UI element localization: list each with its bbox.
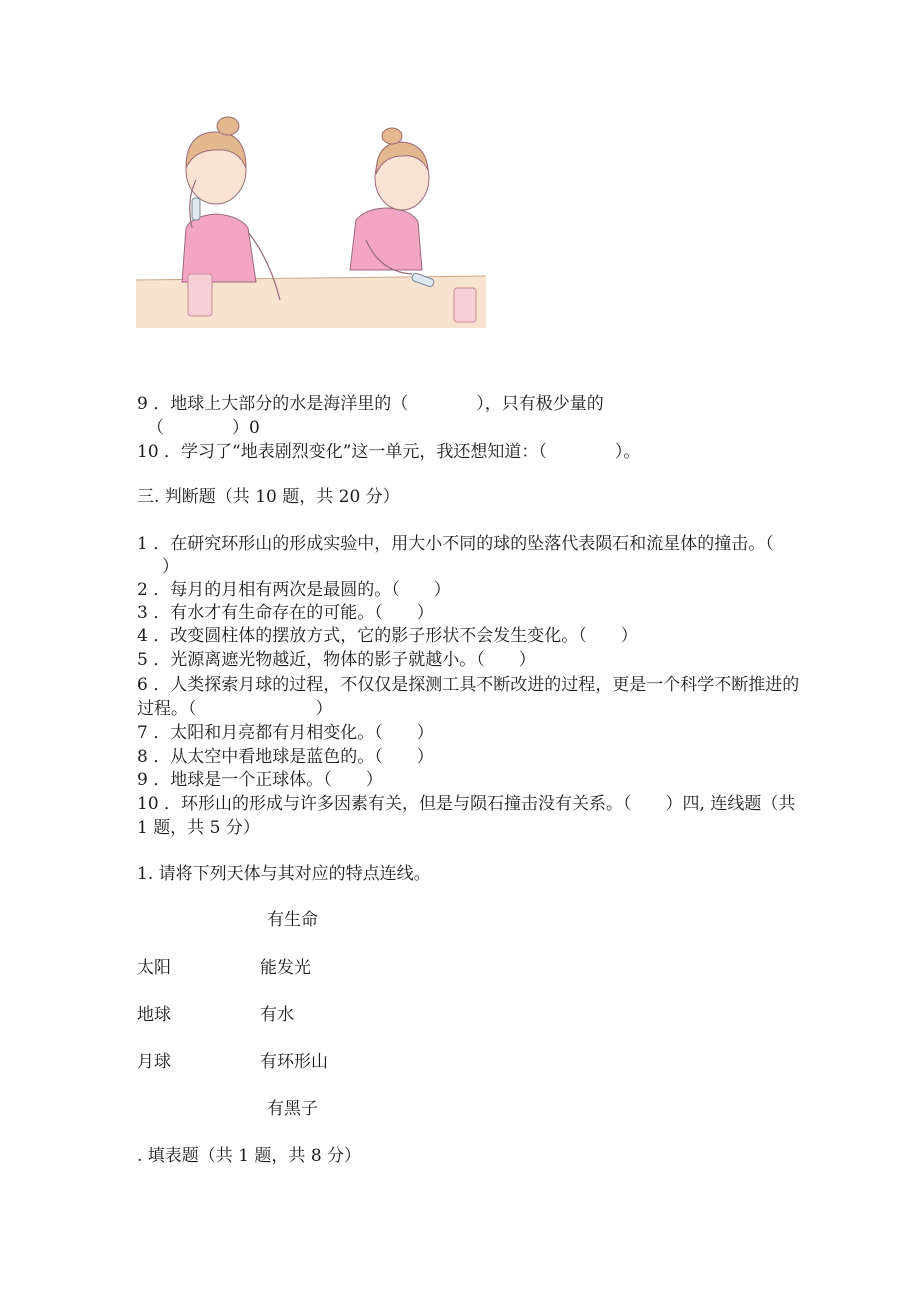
judge-item-3: 3 ．有水才有生命存在的可能。（ ） xyxy=(137,603,434,623)
matching-right-2: 能发光 xyxy=(260,958,311,978)
judge-item-2: 2 ．每月的月相有两次是最圆的。（ ） xyxy=(137,580,451,600)
judge-item-7: 7 ．太阳和月亮都有月相变化。（ ） xyxy=(137,723,434,743)
section-4-title-cont: 1 题，共 5 分） xyxy=(137,818,260,838)
section-3-title: 三. 判断题（共 10 题，共 20 分） xyxy=(137,487,400,507)
matching-right-5: 有黑子 xyxy=(267,1099,318,1119)
judge-item-6-cont: 过程。（ ） xyxy=(137,699,333,719)
matching-right-1: 有生命 xyxy=(267,910,318,930)
judge-item-5: 5 ．光源离遮光物越近，物体的影子就越小。（ ） xyxy=(137,650,536,670)
judge-item-9: 9 ．地球是一个正球体。（ ） xyxy=(137,770,383,790)
judge-item-4: 4 ．改变圆柱体的摆放方式，它的影子形状不会发生变化。（ ） xyxy=(137,626,638,646)
judge-item-6: 6 ．人类探索月球的过程，不仅仅是探测工具不断改进的过程，更是一个科学不断推进的 xyxy=(137,675,800,695)
judge-item-1-cont: ） xyxy=(162,557,179,577)
judge-item-10: 10 ．环形山的形成与许多因素有关，但是与陨石撞击没有关系。（ ）四, 连线题（共 xyxy=(137,794,796,814)
matching-left-3: 月球 xyxy=(137,1052,171,1072)
fill-in-question-9-line2: （ ）0 xyxy=(147,418,260,438)
matching-left-2: 地球 xyxy=(137,1005,171,1025)
judge-item-8: 8 ．从太空中看地球是蓝色的。（ ） xyxy=(137,747,434,767)
experiment-illustration xyxy=(130,110,492,332)
fill-in-question-10: 10 ．学习了“地表剧烈变化”这一单元，我还想知道：（ ）。 xyxy=(137,442,641,462)
fill-in-question-9-line1: 9 ．地球上大部分的水是海洋里的（ ），只有极少量的 xyxy=(137,394,604,414)
matching-left-1: 太阳 xyxy=(137,958,171,978)
judge-item-1: 1 ．在研究环形山的形成实验中，用大小不同的球的坠落代表陨石和流星体的撞击。（ xyxy=(137,534,774,554)
matching-right-4: 有环形山 xyxy=(260,1052,328,1072)
matching-right-3: 有水 xyxy=(260,1005,294,1025)
matching-question-1: 1. 请将下列天体与其对应的特点连线。 xyxy=(137,864,431,884)
section-5-title: . 填表题（共 1 题，共 8 分） xyxy=(137,1146,362,1166)
